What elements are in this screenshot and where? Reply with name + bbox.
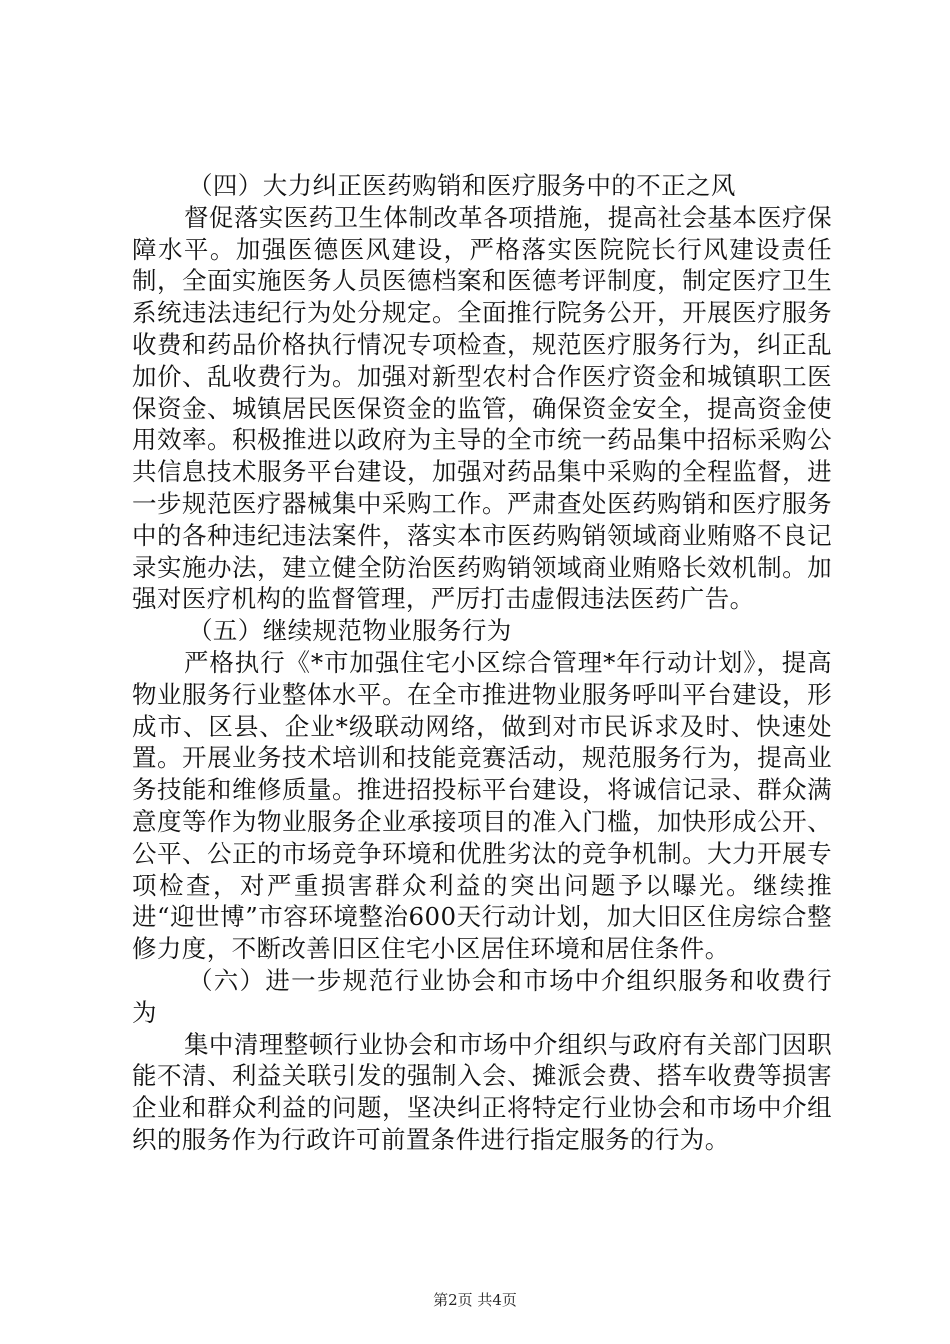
section-heading-5: （五）继续规范物业服务行为: [188, 616, 512, 646]
section-paragraph-4: 督促落实医药卫生体制改革各项措施，提高社会基本医疗保障水平。加强医德医风建设，严格落实医院院长行风建设责任制，全面实施医务人员医德档案和医德考评制度，制定医疗卫生系统违法违纪行为处分规定。全面推行院务公开，开展医疗服务收费和药品价格执行情况专项检查，规范医疗服务行为，纠正乱加价、乱收费行为。加强对新型农村合作医疗资金和城镇职工医保资金、城镇居民医保资金的监管，确保资金安全，提高资金使用效率。积极推进以政府为主导的全市统一药品集中招标采购公共信息技术服务平台建设，加强对药品集中采购的全程监督，进一步规范医疗器械集中采购工作。严肃查处医药购销和医疗服务中的各种违纪违法案件，落实本市医药购销领域商业贿赂不良记录实施办法，建立健全防治医药购销领域商业贿赂长效机制。加强对医疗机构的监督管理，严厉打击虚假违法医药广告。: [132, 202, 832, 614]
section-heading-6: （六）进一步规范行业协会和市场中介组织服务和收费行为: [132, 965, 832, 1027]
section-paragraph-6: 集中清理整顿行业协会和市场中介组织与政府有关部门因职能不清、利益关联引发的强制入会、摊派会费、搭车收费等损害企业和群众利益的问题，坚决纠正将特定行业协会和市场中介组织的服务作为行政许可前置条件进行指定服务的行为。: [132, 1029, 832, 1154]
section-heading-4: （四）大力纠正医药购销和医疗服务中的不正之风: [188, 171, 736, 200]
document-body: [132, 170, 832, 1156]
section-paragraph-5: 严格执行《*市加强住宅小区综合管理*年行动计划》，提高物业服务行业整体水平。在全市推进物业服务呼叫平台建设，形成市、区县、企业*级联动网络，做到对市民诉求及时、快速处置。开展业务技术培训和技能竞赛活动，规范服务行为，提高业务技能和维修质量。推进招投标平台建设，将诚信记录、群众满意度等作为物业服务企业承接项目的准入门槛，加快形成公开、公平、公正的市场竞争环境和优胜劣汰的竞争机制。大力开展专项检查，对严重损害群众利益的突出问题予以曝光。继续推进“迎世博”市容环境整治600天行动计划，加大旧区住房综合整修力度，不断改善旧区住宅小区居住环境和居住条件。: [132, 647, 832, 964]
page-number-footer: 第2页 共4页: [433, 1291, 517, 1309]
